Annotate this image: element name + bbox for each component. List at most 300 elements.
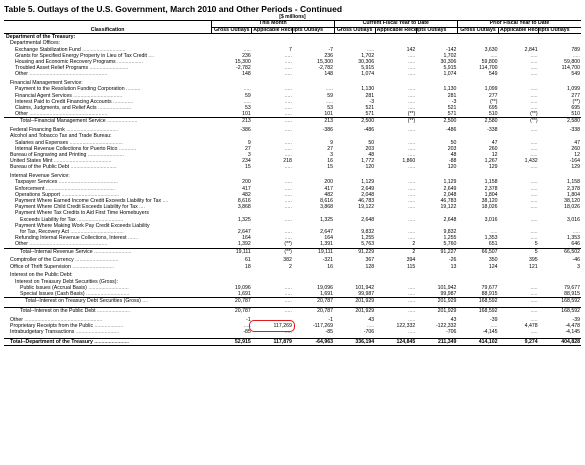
value-cell: 404,828 [539,339,581,346]
value-cell: 101 [242,111,251,118]
value-cell: 99,987 [440,291,457,298]
value-cell: 2,580 [539,118,581,125]
value-cell: 260 [571,145,580,152]
value-cell: 117,879 [252,339,293,346]
value-cell: 12 [574,152,580,159]
row-label: Payment Where Earned Income Credit Exceeds Liability for Tax .... [15,198,169,205]
dot-leader: .................. [115,59,144,65]
value-cell: ..... [530,52,538,59]
value-cell: ..... [375,298,416,305]
value-cell: 148 [324,71,334,78]
row-label: Department of the Treasury: [6,34,76,41]
value-cell: 201,929 [416,308,457,315]
value-cell: ..... [284,52,292,59]
value-cell: 211,349 [416,339,457,346]
col-header-outlays: Outlays [293,27,334,34]
row-label: Claims, Judgments, and Relief Acts ....................... [15,105,132,112]
value-cell: 27 [245,145,251,152]
value-cell: ..... [408,229,416,236]
value-cell: ..... [530,185,538,192]
value-cell: -338 [569,127,580,134]
report-page [4,4,581,346]
value-cell: 2,841 [524,46,538,53]
row-label: Other ...................................................... [15,71,108,78]
value-cell: 1,130 [443,86,457,93]
value-cell: 120 [447,164,457,171]
dot-leader: .............................. [80,46,126,53]
value-cell: ..... [408,164,416,171]
dot-leader: .... [146,52,155,59]
value-cell: 15 [327,164,334,171]
value-cell: ..... [284,284,292,291]
row-label: Bureau of the Public Debt ................................ [10,164,117,171]
value-cell [375,34,416,41]
value-cell: 129 [488,164,498,171]
value-cell: 260 [488,145,498,152]
value-cell: 164 [242,235,251,242]
value-cell: 395 [528,257,538,264]
value-cell: 2 [289,263,292,270]
row-label: Interest on the Public Debt: [10,272,73,279]
dot-leader: ....................... [95,308,131,315]
value-cell: ..... [284,204,292,211]
row-label: Financial Agent Services .................................. [15,92,123,99]
value-cell: 50 [368,139,375,146]
value-cell: ..... [252,298,293,305]
col-header-outlays: Outlays [539,27,581,34]
value-cell: ..... [284,152,292,159]
value-cell: 114,700 [479,65,498,72]
value-cell: 549 [571,71,580,78]
value-cell: 382 [283,257,292,264]
value-cell: 1,129 [443,179,457,186]
value-cell: ..... [284,71,292,78]
value-cell: 5,915 [361,65,375,72]
row-label: Exchange Stabilization Fund .............................. [15,46,126,53]
value-cell: ..... [243,46,251,53]
table-body [4,34,581,346]
value-cell: 120 [365,164,375,171]
col-header-outlays: Outlays [416,27,457,34]
value-cell: 48 [368,152,375,159]
value-cell: 651 [488,241,498,248]
value-cell: 142 [406,46,416,53]
value-cell: 27 [327,145,334,152]
value-cell: ..... [408,291,416,298]
value-cell: ..... [284,229,292,236]
row-label: Interest Paid to Credit Financing Accounts .............. [15,98,134,105]
value-cell: -386 [322,127,334,134]
value-cell: 201,929 [334,308,375,315]
value-cell: 128 [365,263,375,270]
dot-leader: ....... [126,235,139,242]
value-cell: 1,158 [484,179,498,186]
value-cell: 7 [289,46,292,53]
value-cell: ..... [284,92,292,99]
value-cell: -386 [240,127,251,134]
value-cell: ..... [243,98,251,105]
value-cell: -122,332 [435,323,457,330]
row-label: Grants for Specified Energy Property in Lieu of Tax Credit .... [15,52,155,59]
row-label: Housing and Economic Recovery Programs .................. [15,59,144,65]
value-cell: 417 [324,185,334,192]
group-header-this-month: This Month [212,21,334,28]
classification-header: Classification [4,21,212,34]
value-cell: 236 [242,52,251,59]
value-cell: ..... [325,98,334,105]
value-cell: 414,102 [457,339,498,346]
value-cell: ..... [408,98,416,105]
row-label: Total--Department of the Treasury ........................ [4,339,212,346]
col-header-gross-outlays: Gross Outlays [212,27,252,34]
value-cell: 50 [450,139,457,146]
row-label: Other ...................................................... [15,111,108,118]
value-cell: ..... [408,216,416,223]
value-cell: 38,120 [481,198,498,205]
value-cell: -3 [369,98,375,105]
value-cell: 59 [245,92,251,99]
value-cell [212,34,252,41]
row-label: Bureau of Engraving and Printing ......................... [10,152,124,159]
value-cell: 16 [327,158,334,165]
value-cell: 482 [242,191,251,198]
value-cell: 1,099 [484,86,498,93]
outlays-table [4,14,581,346]
value-cell: 1,691 [237,291,251,298]
dot-leader: ............................ [86,284,129,291]
value-cell: ..... [284,198,292,205]
value-cell: ..... [530,291,538,298]
row-label: Payment Where Tax Credits to Aid First Time Homebuyers [15,210,149,217]
value-cell: 571 [447,111,457,118]
value-cell: ..... [408,52,416,59]
value-cell: ..... [530,191,538,198]
value-cell: ..... [408,191,416,198]
value-cell: 122,332 [396,323,416,330]
row-label: Total--Interest on the Public Debt ....................... [4,308,212,315]
dot-leader: .................................. [71,92,123,99]
value-cell: 336,194 [334,339,375,346]
value-cell: 148 [242,71,251,78]
dot-leader: ............................. [70,263,115,270]
value-cell: 121 [528,263,538,270]
value-cell: ..... [284,291,292,298]
row-label: Enforcement ................................................ [15,185,116,192]
value-cell: 48 [450,152,457,159]
value-cell: ..... [490,323,498,330]
value-cell: ..... [408,204,416,211]
value-cell: 1,804 [567,191,580,198]
value-cell: ..... [284,164,292,171]
value-cell: 59,800 [564,59,580,65]
value-cell: 1,772 [361,158,375,165]
value-cell: 3 [247,152,251,159]
value-cell: ..... [408,105,416,112]
value-cell [334,34,375,41]
value-cell: 203 [447,145,457,152]
value-cell: 482 [324,191,334,198]
value-cell: 1,702 [361,52,375,59]
value-cell: 16 [327,263,334,270]
value-cell: ..... [530,71,538,78]
value-cell: -46 [572,257,580,264]
value-cell: 91,229 [334,248,375,255]
row-label: Other ...................................................... [10,316,103,323]
value-cell: 2,378 [567,185,580,192]
row-label: Intrabudgetary Transactions .............................. [10,329,119,336]
value-cell: -3 [451,98,457,105]
value-cell: ..... [408,71,416,78]
value-cell: 1,255 [361,235,375,242]
row-label: Troubled Asset Relief Programs ........................... [15,65,129,72]
group-header-prior-fytd: Prior Fiscal Year to Date [457,21,581,28]
value-cell: 124,845 [375,339,416,346]
value-cell: 20,787 [212,298,252,305]
value-cell: 9 [247,139,251,146]
value-cell: ..... [284,59,292,65]
value-cell: 9,832 [443,229,457,236]
value-cell: ..... [408,139,416,146]
value-cell [457,34,498,41]
value-cell: 213 [293,118,334,125]
row-label: Total--Internal Revenue Service .......................... [4,248,212,255]
value-cell [539,34,581,41]
value-cell: ..... [530,152,538,159]
highlighted-value-cell: 117,269 [252,323,293,329]
table-row [4,241,581,248]
value-cell: 1,691 [320,291,334,298]
row-label: Payment Where Child Credit Exceeds Liability for Tax .... [15,204,145,211]
value-cell: 646 [571,241,580,248]
value-cell: 2,580 [457,118,498,125]
value-cell: 789 [571,46,580,53]
value-cell: 9,274 [499,339,539,346]
value-cell: 13 [450,263,457,270]
value-cell: 236 [324,52,334,59]
units-label: [$ millions] [279,14,306,20]
dot-leader: ........................................ [52,158,112,165]
value-cell: -164 [569,158,580,165]
value-cell: ..... [530,59,538,65]
value-cell: -4,478 [565,323,580,330]
value-cell: -1 [328,316,334,323]
dot-leader: .... [140,298,149,305]
row-label: Total--Financial Management Service ..................... [4,118,212,125]
value-cell: ..... [243,323,251,330]
value-cell: 2,647 [320,229,334,236]
value-cell: 53 [327,105,334,112]
value-cell: (**) [375,118,416,125]
value-cell: 43 [450,316,457,323]
value-cell: 2,649 [443,185,457,192]
value-cell: -321 [322,257,334,264]
value-cell: 1,392 [237,241,251,248]
value-cell: 3,016 [484,216,498,223]
value-cell: 52,915 [212,339,252,346]
value-cell: ..... [530,316,538,323]
value-cell: 521 [447,105,457,112]
dot-leader: ......................... [86,152,124,159]
value-cell: ..... [530,216,538,223]
value-cell: 2,048 [361,191,375,198]
value-cell: ..... [530,65,538,72]
dot-leader: ...................................................... [27,241,108,248]
value-cell: 281 [447,92,457,99]
value-cell: -4,145 [565,329,580,336]
value-cell: 695 [488,105,498,112]
value-cell: 8,616 [320,198,334,205]
dot-leader: .............................. [84,291,130,298]
value-cell: ..... [284,216,292,223]
value-cell: 213 [212,118,252,125]
value-cell: 1,325 [320,216,334,223]
value-cell: -142 [446,46,457,53]
value-cell: 115 [407,263,416,270]
value-cell: 19,122 [358,204,375,211]
value-cell: 1,860 [402,158,416,165]
row-label: Payment Where Making Work Pay Credit Exceeds Liability [15,222,150,229]
value-cell: ..... [408,92,416,99]
value-cell: ..... [284,235,292,242]
value-cell: ..... [530,98,538,105]
value-cell: 2,648 [443,216,457,223]
value-cell: 88,915 [481,291,498,298]
value-cell: 5,763 [361,241,375,248]
value-cell: 53 [245,105,251,112]
value-cell: 1,353 [567,235,580,242]
value-cell: 417 [242,185,251,192]
value-cell: ..... [490,229,498,236]
value-cell: ..... [530,164,538,171]
dot-leader: .......................... [92,248,132,255]
value-cell: -338 [487,127,498,134]
value-cell: 43 [368,316,375,323]
value-cell: 19,111 [293,248,334,255]
value-cell [416,34,457,41]
value-cell: ..... [252,118,293,125]
value-cell: 19,111 [212,248,252,255]
value-cell [252,34,293,41]
value-cell: ..... [408,329,416,336]
value-cell: (**) [572,98,580,105]
dot-leader: .... [161,198,169,205]
col-header-gross-outlays: Gross Outlays [334,27,375,34]
dot-leader: .............................. [74,329,119,336]
value-cell: ..... [408,185,416,192]
value-cell: ..... [530,139,538,146]
value-cell: 12 [491,152,498,159]
value-cell: -706 [446,329,457,336]
value-cell: ..... [284,98,292,105]
table-row [4,291,581,298]
dot-leader: ........................................ [60,191,120,198]
value-cell: 394 [406,257,416,264]
value-cell: 2,500 [334,118,375,125]
value-cell: 510 [488,111,498,118]
value-cell: 200 [324,179,334,186]
value-cell: 79,677 [481,284,498,291]
row-label: Departmental Offices: [10,40,61,47]
value-cell: 1,267 [484,158,498,165]
dot-leader: .......... [124,86,141,93]
value-cell: 88,915 [564,291,580,298]
value-cell: ..... [284,105,292,112]
value-cell: 18,026 [481,204,498,211]
value-cell: 277 [488,92,498,99]
value-cell: (**) [530,111,538,118]
value-cell: 15,300 [234,59,251,65]
value-cell: 19,096 [234,284,251,291]
value-cell: 168,592 [539,298,581,305]
value-cell: 79,677 [564,284,580,291]
value-cell: ..... [284,139,292,146]
value-cell: 18 [245,263,251,270]
value-cell: ..... [499,298,539,305]
dot-leader: ............ [117,145,137,152]
value-cell: ..... [530,86,538,93]
value-cell: ..... [530,92,538,99]
value-cell: 3,630 [484,46,498,53]
value-cell: ..... [499,308,539,315]
value-cell: 281 [365,92,375,99]
value-cell: ..... [408,179,416,186]
value-cell: 1,129 [361,179,375,186]
row-label: Payment to the Resolution Funding Corporation .......... [15,86,141,93]
value-cell: ..... [530,235,538,242]
value-cell: 168,592 [457,298,498,305]
value-cell: 5 [499,248,539,255]
value-cell: ..... [284,179,292,186]
value-cell: 1,353 [484,235,498,242]
value-cell: -26 [448,257,457,264]
table-row [4,111,581,118]
value-cell: 61 [245,257,251,264]
table-row [4,248,581,255]
value-cell: 3,868 [320,204,334,211]
value-cell: ..... [284,65,292,72]
value-cell: 1,074 [443,71,457,78]
value-cell: -88 [448,158,457,165]
value-cell: 1,255 [443,235,457,242]
value-cell: ..... [530,329,538,336]
dot-leader: ..................................... [68,229,124,236]
dot-leader: ................................................ [44,185,116,192]
value-cell: 129 [571,164,580,171]
value-cell: -706 [363,329,375,336]
value-cell: (**) [499,118,539,125]
dot-leader: .................... [93,323,124,330]
value-cell: 2,648 [361,216,375,223]
value-cell: -117,269 [312,323,334,330]
dot-leader: .............. [111,98,134,105]
row-label: Taxpayer Services ......................................... [15,179,118,186]
value-cell: ..... [530,179,538,186]
value-cell: 38,120 [564,198,580,205]
value-cell: 277 [571,92,580,99]
value-cell: 1,391 [320,241,334,248]
row-label: Internal Revenue Service: [10,173,70,180]
value-cell: ..... [490,52,498,59]
value-cell: 1,130 [361,86,375,93]
value-cell: 3,868 [237,204,251,211]
row-label: Operations Support ........................................ [15,191,120,198]
value-cell: 20,787 [212,308,252,315]
row-label: Other ...................................................... [15,241,108,248]
value-cell: ..... [375,308,416,315]
value-cell: -2,782 [318,65,334,72]
value-cell: ..... [572,229,580,236]
row-label: Financial Management Service: [10,80,83,87]
